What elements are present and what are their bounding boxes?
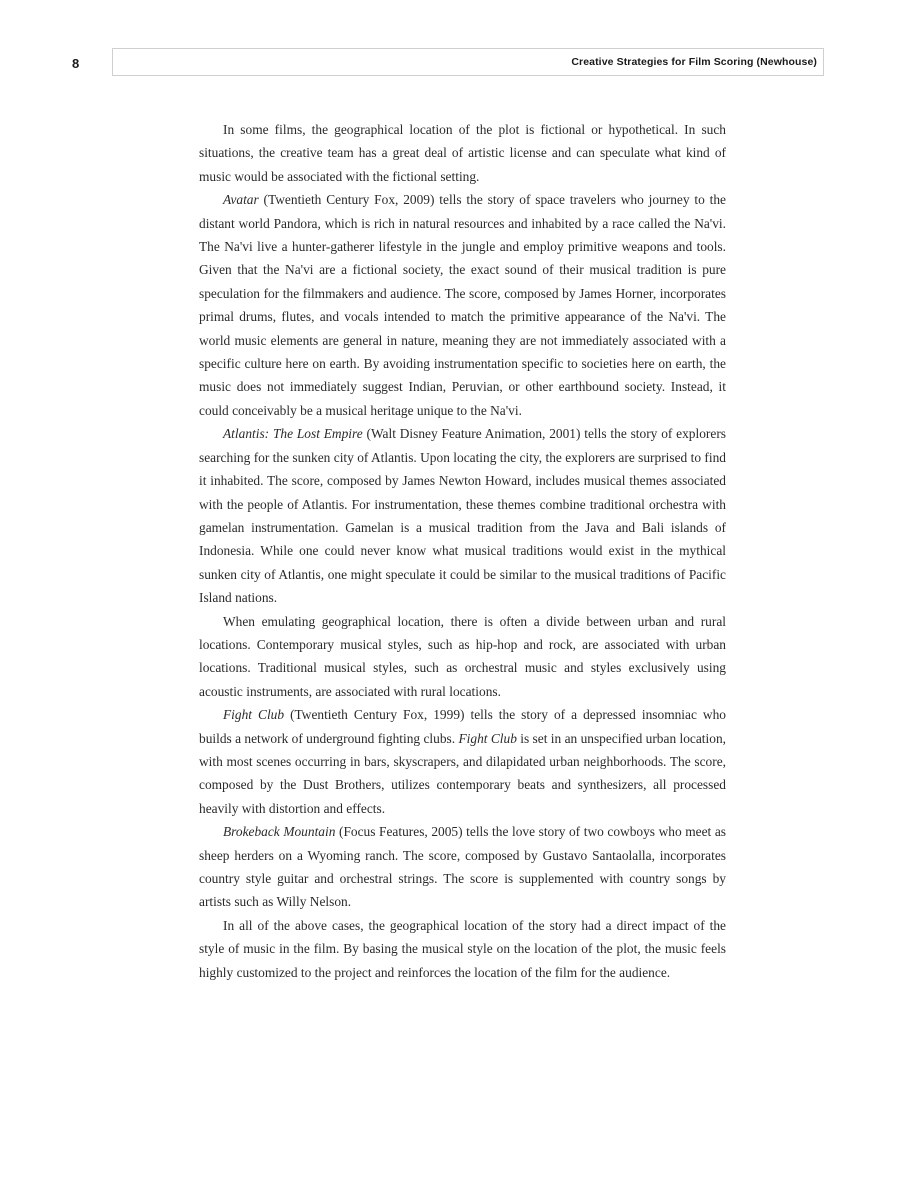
paragraph-text: In some films, the geographical location of the plot is fictional or hypothetical. In such situations, the creative team has a great deal of artistic license and can speculate what kind of music would be associated with the fictional setting. (199, 122, 726, 184)
running-header (112, 48, 824, 76)
film-title-avatar: Avatar (223, 192, 259, 208)
film-title-fight-club-second: Fight Club (458, 730, 517, 746)
paragraph-brokeback (199, 820, 726, 914)
paragraph-text: (Focus Features, 2005) tells the love story of two cowboys who meet as sheep herders on a Wyoming ranch. The score, composed by Gustavo Santaolalla, incorporates country style guitar and orchestral strings. The score is supplemented with country songs by artists such as Willy Nelson. (199, 824, 726, 910)
paragraph-conclusion (199, 914, 726, 984)
paragraph-avatar (199, 188, 726, 422)
paragraph-urban-rural (199, 610, 726, 704)
page-number: 8 (72, 56, 80, 71)
paragraph-text: (Twentieth Century Fox, 2009) tells the story of space travelers who journey to the distant world Pandora, which is rich in natural resources and inhabited by a race called the Na'vi. The Na'vi live a hunter-gatherer lifestyle in the jungle and employ primitive weapons and tools. Given that the Na'vi are a fictional society, the exact sound of their musical tradition is pure speculation for the filmmakers and audience. The score, composed by James Horner, incorporates primal drums, flutes, and vocals intended to match the primitive appearance of the Na'vi. The world music elements are general in nature, meaning they are not immediately associated with a specific culture here on earth. By avoiding instrumentation specific to societies here on earth, the music does not immediately suggest Indian, Peruvian, or other earthbound society. Instead, it could conceivably be a musical heritage unique to the Na'vi. (199, 192, 726, 418)
paragraph-text: (Walt Disney Feature Animation, 2001) tells the story of explorers searching for the sunken city of Atlantis. Upon locating the city, the explorers are surprised to find it inhabited. The score, composed by James Newton Howard, includes musical themes associated with the people of Atlantis. For instrumentation, these themes combine traditional orchestra with gamelan instrumentation. Gamelan is a musical tradition from the Java and Bali islands of Indonesia. While one could never know what musical traditions would exist in the mythical sunken city of Atlantis, one might speculate it could be similar to the musical traditions of Pacific Island nations. (199, 426, 726, 606)
paragraph-text: When emulating geographical location, there is often a divide between urban and rural locations. Contemporary musical styles, such as hip-hop and rock, are associated with urban locations. Traditional musical styles, such as orchestral music and styles exclusively using acoustic instruments, are associated with rural locations. (199, 613, 726, 699)
paragraph-fight-club (199, 703, 726, 820)
paragraph-fictional-locations (199, 118, 726, 188)
paragraph-atlantis (199, 422, 726, 609)
film-title-atlantis: Atlantis: The Lost Empire (223, 426, 363, 442)
running-header-title: Creative Strategies for Film Scoring (Newhouse) (571, 56, 817, 68)
paragraph-text: (Twentieth Century Fox, 1999) tells the story of a depressed insomniac who builds a network of underground fighting clubs. (199, 707, 726, 746)
paragraph-text: In all of the above cases, the geographical location of the story had a direct impact of the style of music in the film. By basing the musical style on the location of the plot, the music feels highly customized to the project and reinforces the location of the film for the audience. (199, 917, 726, 980)
body-text (199, 118, 726, 984)
paragraph-text-continued: is set in an unspecified urban location, with most scenes occurring in bars, skyscrapers, and dilapidated urban neighborhoods. The score, composed by the Dust Brothers, utilizes contemporary beats and synthesizers, all processed heavily with distortion and effects. (199, 730, 726, 816)
film-title-brokeback-mountain: Brokeback Mountain (223, 824, 336, 840)
film-title-fight-club: Fight Club (223, 707, 285, 723)
